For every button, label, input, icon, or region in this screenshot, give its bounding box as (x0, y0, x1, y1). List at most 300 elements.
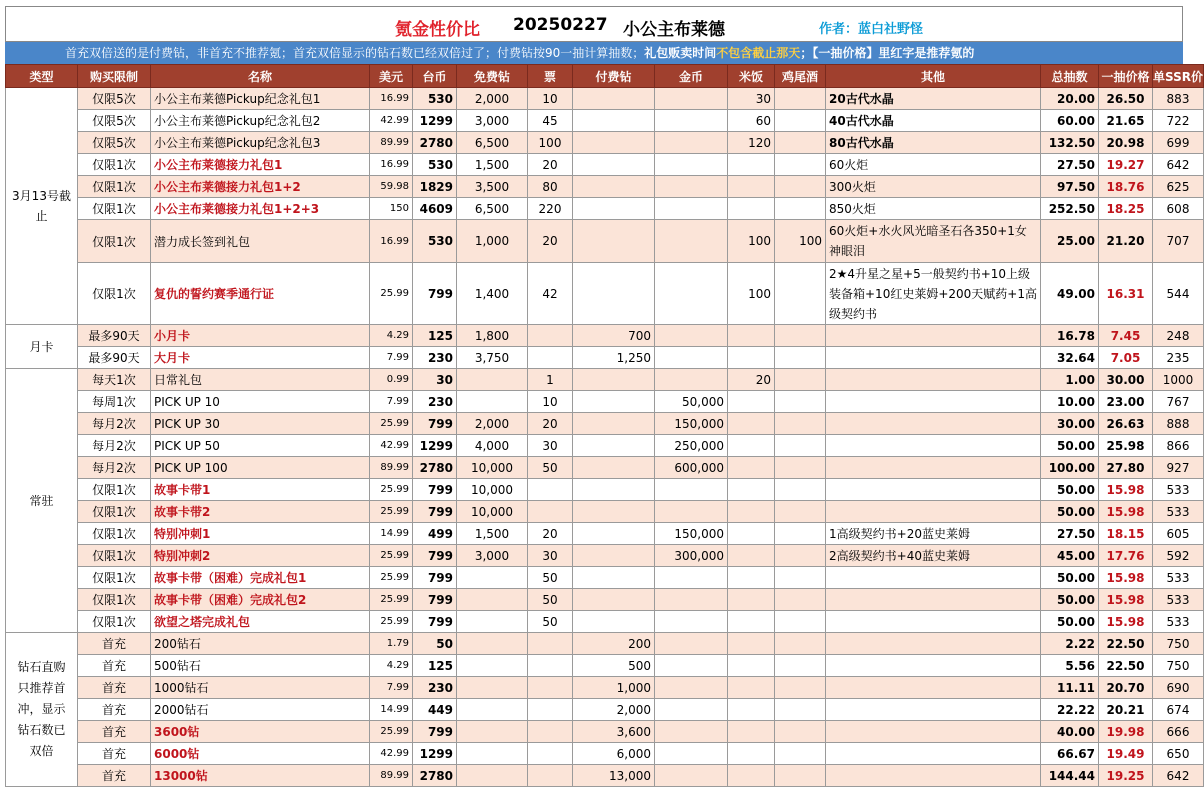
free-diamond-cell: 3,000 (457, 110, 528, 132)
free-diamond-cell: 1,000 (457, 220, 528, 263)
per-pull-price-cell: 18.15 (1099, 523, 1153, 545)
usd-cell: 59.98 (370, 176, 413, 198)
free-diamond-cell: 6,500 (457, 198, 528, 220)
package-name-cell: PICK UP 30 (151, 413, 370, 435)
twd-cell: 799 (413, 589, 457, 611)
ssr-price-cell: 608 (1153, 198, 1204, 220)
per-pull-price-cell: 30.00 (1099, 369, 1153, 391)
paid-diamond-cell (573, 154, 655, 176)
usd-cell: 4.29 (370, 325, 413, 347)
twd-cell: 799 (413, 501, 457, 523)
package-name-cell: 小公主布莱德Pickup纪念礼包1 (151, 88, 370, 110)
free-diamond-cell: 10,000 (457, 501, 528, 523)
twd-cell: 530 (413, 220, 457, 263)
usd-cell: 25.99 (370, 545, 413, 567)
free-diamond-cell: 3,750 (457, 347, 528, 369)
twd-cell: 499 (413, 523, 457, 545)
author-label: 作者：蓝白社野怪 (819, 22, 924, 37)
usd-cell: 25.99 (370, 413, 413, 435)
total-pulls-cell: 27.50 (1041, 154, 1099, 176)
free-diamond-cell (457, 743, 528, 765)
ticket-cell (528, 325, 573, 347)
per-pull-price-cell: 22.50 (1099, 655, 1153, 677)
limit-cell: 最多90天 (78, 325, 151, 347)
table-row (6, 263, 1204, 325)
gold-cell (655, 743, 728, 765)
rice-cell (728, 699, 775, 721)
per-pull-price-cell: 19.49 (1099, 743, 1153, 765)
total-pulls-cell: 100.00 (1041, 457, 1099, 479)
total-pulls-cell: 2.22 (1041, 633, 1099, 655)
rice-cell (728, 457, 775, 479)
gold-cell (655, 501, 728, 523)
group-type-cell: 常驻 (6, 369, 78, 633)
group-type-cell: 月卡 (6, 325, 78, 369)
other-cell (826, 501, 1041, 523)
ticket-cell: 45 (528, 110, 573, 132)
cocktail-cell (775, 655, 826, 677)
other-cell (826, 655, 1041, 677)
free-diamond-cell (457, 765, 528, 787)
limit-cell: 仅限1次 (78, 611, 151, 633)
total-pulls-cell: 49.00 (1041, 263, 1099, 325)
package-name-cell: 潜力成长签到礼包 (151, 220, 370, 263)
rice-cell (728, 523, 775, 545)
limit-cell: 仅限5次 (78, 132, 151, 154)
total-pulls-cell: 144.44 (1041, 765, 1099, 787)
table-row (6, 198, 1204, 220)
table-row (6, 369, 1204, 391)
limit-cell: 每周1次 (78, 391, 151, 413)
total-pulls-cell: 16.78 (1041, 325, 1099, 347)
ssr-price-cell: 750 (1153, 633, 1204, 655)
table-row (6, 347, 1204, 369)
notice-banner (5, 42, 1183, 64)
paid-diamond-cell: 700 (573, 325, 655, 347)
limit-cell: 仅限5次 (78, 88, 151, 110)
title-main: 氪金性价比 (395, 20, 480, 40)
package-name-cell: 200钻石 (151, 633, 370, 655)
table-row (6, 523, 1204, 545)
paid-diamond-cell (573, 457, 655, 479)
per-pull-price-cell: 15.98 (1099, 479, 1153, 501)
paid-diamond-cell: 3,600 (573, 721, 655, 743)
gold-cell (655, 263, 728, 325)
gold-cell (655, 110, 728, 132)
cocktail-cell (775, 263, 826, 325)
free-diamond-cell: 6,500 (457, 132, 528, 154)
table-row (6, 325, 1204, 347)
ticket-cell (528, 347, 573, 369)
gold-cell (655, 347, 728, 369)
paid-diamond-cell (573, 391, 655, 413)
package-name-cell: 小公主布莱德接力礼包1+2+3 (151, 198, 370, 220)
gold-cell (655, 479, 728, 501)
rice-cell (728, 589, 775, 611)
other-cell (826, 479, 1041, 501)
cocktail-cell (775, 110, 826, 132)
free-diamond-cell: 2,000 (457, 88, 528, 110)
cocktail-cell (775, 545, 826, 567)
usd-cell: 89.99 (370, 457, 413, 479)
package-name-cell: 小公主布莱德Pickup纪念礼包2 (151, 110, 370, 132)
column-header: 美元 (370, 65, 413, 88)
package-name-cell: PICK UP 10 (151, 391, 370, 413)
free-diamond-cell: 4,000 (457, 435, 528, 457)
rice-cell (728, 611, 775, 633)
table-row (6, 699, 1204, 721)
ssr-price-cell: 666 (1153, 721, 1204, 743)
usd-cell: 25.99 (370, 263, 413, 325)
column-header: 免费钻 (457, 65, 528, 88)
twd-cell: 2780 (413, 132, 457, 154)
package-name-cell: 故事卡带1 (151, 479, 370, 501)
header-row (6, 65, 1204, 88)
other-cell: 300火炬 (826, 176, 1041, 198)
paid-diamond-cell (573, 567, 655, 589)
per-pull-price-cell: 16.31 (1099, 263, 1153, 325)
table-row (6, 743, 1204, 765)
other-cell (826, 391, 1041, 413)
ssr-price-cell: 533 (1153, 589, 1204, 611)
cocktail-cell (775, 523, 826, 545)
rice-cell (728, 347, 775, 369)
free-diamond-cell (457, 655, 528, 677)
cocktail-cell: 100 (775, 220, 826, 263)
package-name-cell: PICK UP 100 (151, 457, 370, 479)
ticket-cell: 100 (528, 132, 573, 154)
twd-cell: 230 (413, 677, 457, 699)
ssr-price-cell: 650 (1153, 743, 1204, 765)
limit-cell: 仅限1次 (78, 523, 151, 545)
ticket-cell: 20 (528, 154, 573, 176)
per-pull-price-cell: 7.05 (1099, 347, 1153, 369)
ticket-cell (528, 677, 573, 699)
ssr-price-cell: 592 (1153, 545, 1204, 567)
usd-cell: 89.99 (370, 765, 413, 787)
package-name-cell: 小月卡 (151, 325, 370, 347)
twd-cell: 799 (413, 611, 457, 633)
ssr-price-cell: 722 (1153, 110, 1204, 132)
twd-cell: 230 (413, 391, 457, 413)
package-name-cell: 小公主布莱德接力礼包1+2 (151, 176, 370, 198)
free-diamond-cell (457, 369, 528, 391)
other-cell: 60火炬 (826, 154, 1041, 176)
other-cell (826, 567, 1041, 589)
other-cell (826, 347, 1041, 369)
other-cell (826, 765, 1041, 787)
table-row (6, 721, 1204, 743)
ticket-cell: 30 (528, 435, 573, 457)
per-pull-price-cell: 17.76 (1099, 545, 1153, 567)
ticket-cell: 10 (528, 88, 573, 110)
gold-cell (655, 176, 728, 198)
table-row (6, 479, 1204, 501)
ssr-price-cell: 699 (1153, 132, 1204, 154)
free-diamond-cell: 10,000 (457, 457, 528, 479)
rice-cell (728, 721, 775, 743)
package-name-cell: 2000钻石 (151, 699, 370, 721)
table-row (6, 132, 1204, 154)
per-pull-price-cell: 25.98 (1099, 435, 1153, 457)
free-diamond-cell: 10,000 (457, 479, 528, 501)
gold-cell (655, 589, 728, 611)
usd-cell: 25.99 (370, 611, 413, 633)
other-cell (826, 743, 1041, 765)
other-cell: 60火炬+水火风光暗圣石各350+1女神眼泪 (826, 220, 1041, 263)
cocktail-cell (775, 501, 826, 523)
other-cell (826, 435, 1041, 457)
twd-cell: 2780 (413, 457, 457, 479)
cocktail-cell (775, 677, 826, 699)
rice-cell: 100 (728, 263, 775, 325)
cocktail-cell (775, 435, 826, 457)
limit-cell: 首充 (78, 699, 151, 721)
paid-diamond-cell: 6,000 (573, 743, 655, 765)
twd-cell: 530 (413, 154, 457, 176)
table-row (6, 633, 1204, 655)
twd-cell: 50 (413, 633, 457, 655)
twd-cell: 799 (413, 567, 457, 589)
ticket-cell: 20 (528, 523, 573, 545)
ssr-price-cell: 927 (1153, 457, 1204, 479)
per-pull-price-cell: 19.25 (1099, 765, 1153, 787)
twd-cell: 799 (413, 263, 457, 325)
title-bar (5, 6, 1183, 42)
total-pulls-cell: 252.50 (1041, 198, 1099, 220)
total-pulls-cell: 45.00 (1041, 545, 1099, 567)
ssr-price-cell: 533 (1153, 611, 1204, 633)
table-row (6, 567, 1204, 589)
per-pull-price-cell: 27.80 (1099, 457, 1153, 479)
per-pull-price-cell: 20.98 (1099, 132, 1153, 154)
ticket-cell (528, 743, 573, 765)
twd-cell: 1299 (413, 110, 457, 132)
rice-cell: 60 (728, 110, 775, 132)
total-pulls-cell: 50.00 (1041, 567, 1099, 589)
price-table (5, 64, 1204, 787)
twd-cell: 30 (413, 369, 457, 391)
other-cell: 2高级契约书+40蓝史莱姆 (826, 545, 1041, 567)
cocktail-cell (775, 589, 826, 611)
ticket-cell (528, 655, 573, 677)
ticket-cell (528, 479, 573, 501)
package-name-cell: 欲望之塔完成礼包 (151, 611, 370, 633)
paid-diamond-cell (573, 501, 655, 523)
other-cell (826, 369, 1041, 391)
usd-cell: 7.99 (370, 347, 413, 369)
cocktail-cell (775, 743, 826, 765)
total-pulls-cell: 40.00 (1041, 721, 1099, 743)
package-name-cell: 13000钻 (151, 765, 370, 787)
total-pulls-cell: 50.00 (1041, 435, 1099, 457)
rice-cell: 30 (728, 88, 775, 110)
rice-cell (728, 391, 775, 413)
twd-cell: 4609 (413, 198, 457, 220)
usd-cell: 7.99 (370, 677, 413, 699)
per-pull-price-cell: 26.50 (1099, 88, 1153, 110)
other-cell: 850火炬 (826, 198, 1041, 220)
package-name-cell: PICK UP 50 (151, 435, 370, 457)
other-cell: 20古代水晶 (826, 88, 1041, 110)
usd-cell: 25.99 (370, 589, 413, 611)
per-pull-price-cell: 20.70 (1099, 677, 1153, 699)
paid-diamond-cell (573, 479, 655, 501)
twd-cell: 530 (413, 88, 457, 110)
paid-diamond-cell: 13,000 (573, 765, 655, 787)
rice-cell (728, 176, 775, 198)
column-header: 台币 (413, 65, 457, 88)
paid-diamond-cell (573, 176, 655, 198)
package-name-cell: 1000钻石 (151, 677, 370, 699)
package-name-cell: 日常礼包 (151, 369, 370, 391)
rice-cell (728, 198, 775, 220)
gold-cell (655, 611, 728, 633)
rice-cell (728, 325, 775, 347)
gold-cell (655, 567, 728, 589)
per-pull-price-cell: 18.76 (1099, 176, 1153, 198)
package-name-cell: 6000钻 (151, 743, 370, 765)
limit-cell: 首充 (78, 655, 151, 677)
column-header: 鸡尾酒 (775, 65, 826, 88)
limit-cell: 首充 (78, 743, 151, 765)
twd-cell: 125 (413, 325, 457, 347)
paid-diamond-cell (573, 413, 655, 435)
other-cell (826, 611, 1041, 633)
column-header: 一抽价格 (1099, 65, 1153, 88)
ticket-cell: 20 (528, 413, 573, 435)
gold-cell (655, 325, 728, 347)
gold-cell (655, 132, 728, 154)
table-row (6, 655, 1204, 677)
paid-diamond-cell (573, 132, 655, 154)
package-name-cell: 大月卡 (151, 347, 370, 369)
ssr-price-cell: 888 (1153, 413, 1204, 435)
other-cell (826, 699, 1041, 721)
table-row (6, 501, 1204, 523)
usd-cell: 42.99 (370, 743, 413, 765)
gold-cell (655, 220, 728, 263)
per-pull-price-cell: 15.98 (1099, 611, 1153, 633)
column-header: 金币 (655, 65, 728, 88)
ssr-price-cell: 1000 (1153, 369, 1204, 391)
table-row (6, 110, 1204, 132)
rice-cell (728, 154, 775, 176)
twd-cell: 799 (413, 479, 457, 501)
twd-cell: 2780 (413, 765, 457, 787)
package-name-cell: 复仇的誓约赛季通行证 (151, 263, 370, 325)
column-header: 总抽数 (1041, 65, 1099, 88)
package-name-cell: 小公主布莱德Pickup纪念礼包3 (151, 132, 370, 154)
per-pull-price-cell: 23.00 (1099, 391, 1153, 413)
ssr-price-cell: 690 (1153, 677, 1204, 699)
limit-cell: 仅限1次 (78, 263, 151, 325)
ssr-price-cell: 707 (1153, 220, 1204, 263)
package-name-cell: 500钻石 (151, 655, 370, 677)
free-diamond-cell: 1,400 (457, 263, 528, 325)
ticket-cell (528, 721, 573, 743)
usd-cell: 42.99 (370, 435, 413, 457)
per-pull-price-cell: 26.63 (1099, 413, 1153, 435)
total-pulls-cell: 97.50 (1041, 176, 1099, 198)
table-row (6, 435, 1204, 457)
usd-cell: 150 (370, 198, 413, 220)
column-header: 票 (528, 65, 573, 88)
cocktail-cell (775, 176, 826, 198)
ssr-price-cell: 533 (1153, 567, 1204, 589)
limit-cell: 仅限1次 (78, 479, 151, 501)
group-type-cell: 3月13号截止 (6, 88, 78, 325)
other-cell (826, 325, 1041, 347)
paid-diamond-cell (573, 369, 655, 391)
paid-diamond-cell: 200 (573, 633, 655, 655)
paid-diamond-cell (573, 263, 655, 325)
total-pulls-cell: 5.56 (1041, 655, 1099, 677)
column-header: 其他 (826, 65, 1041, 88)
rice-cell (728, 435, 775, 457)
package-name-cell: 特别冲刺2 (151, 545, 370, 567)
usd-cell: 14.99 (370, 523, 413, 545)
limit-cell: 首充 (78, 633, 151, 655)
table-row (6, 391, 1204, 413)
per-pull-price-cell: 21.20 (1099, 220, 1153, 263)
rice-cell (728, 743, 775, 765)
notice-text-4: ；【一抽价格】里红字是推荐氪的 (800, 46, 975, 60)
ssr-price-cell: 750 (1153, 655, 1204, 677)
ticket-cell: 50 (528, 589, 573, 611)
notice-text-3: 不包含截止那天 (716, 46, 801, 60)
total-pulls-cell: 27.50 (1041, 523, 1099, 545)
gold-cell: 300,000 (655, 545, 728, 567)
cocktail-cell (775, 132, 826, 154)
ticket-cell (528, 501, 573, 523)
twd-cell: 449 (413, 699, 457, 721)
table-row (6, 611, 1204, 633)
cocktail-cell (775, 198, 826, 220)
paid-diamond-cell (573, 220, 655, 263)
table-row (6, 765, 1204, 787)
cocktail-cell (775, 721, 826, 743)
ssr-price-cell: 533 (1153, 479, 1204, 501)
cocktail-cell (775, 479, 826, 501)
rice-cell: 120 (728, 132, 775, 154)
ssr-price-cell: 235 (1153, 347, 1204, 369)
cocktail-cell (775, 457, 826, 479)
notice-text-2: 礼包贩卖时间 (644, 46, 717, 60)
cocktail-cell (775, 567, 826, 589)
twd-cell: 799 (413, 413, 457, 435)
ssr-price-cell: 625 (1153, 176, 1204, 198)
free-diamond-cell (457, 391, 528, 413)
paid-diamond-cell (573, 611, 655, 633)
column-header: 类型 (6, 65, 78, 88)
usd-cell: 89.99 (370, 132, 413, 154)
per-pull-price-cell: 15.98 (1099, 589, 1153, 611)
column-header: 购买限制 (78, 65, 151, 88)
free-diamond-cell: 2,000 (457, 413, 528, 435)
paid-diamond-cell (573, 545, 655, 567)
total-pulls-cell: 50.00 (1041, 611, 1099, 633)
ssr-price-cell: 248 (1153, 325, 1204, 347)
table-row (6, 677, 1204, 699)
paid-diamond-cell (573, 110, 655, 132)
usd-cell: 7.99 (370, 391, 413, 413)
free-diamond-cell (457, 721, 528, 743)
other-cell: 1高级契约书+20蓝史莱姆 (826, 523, 1041, 545)
column-header: 付费钻 (573, 65, 655, 88)
table-row (6, 457, 1204, 479)
other-cell (826, 589, 1041, 611)
